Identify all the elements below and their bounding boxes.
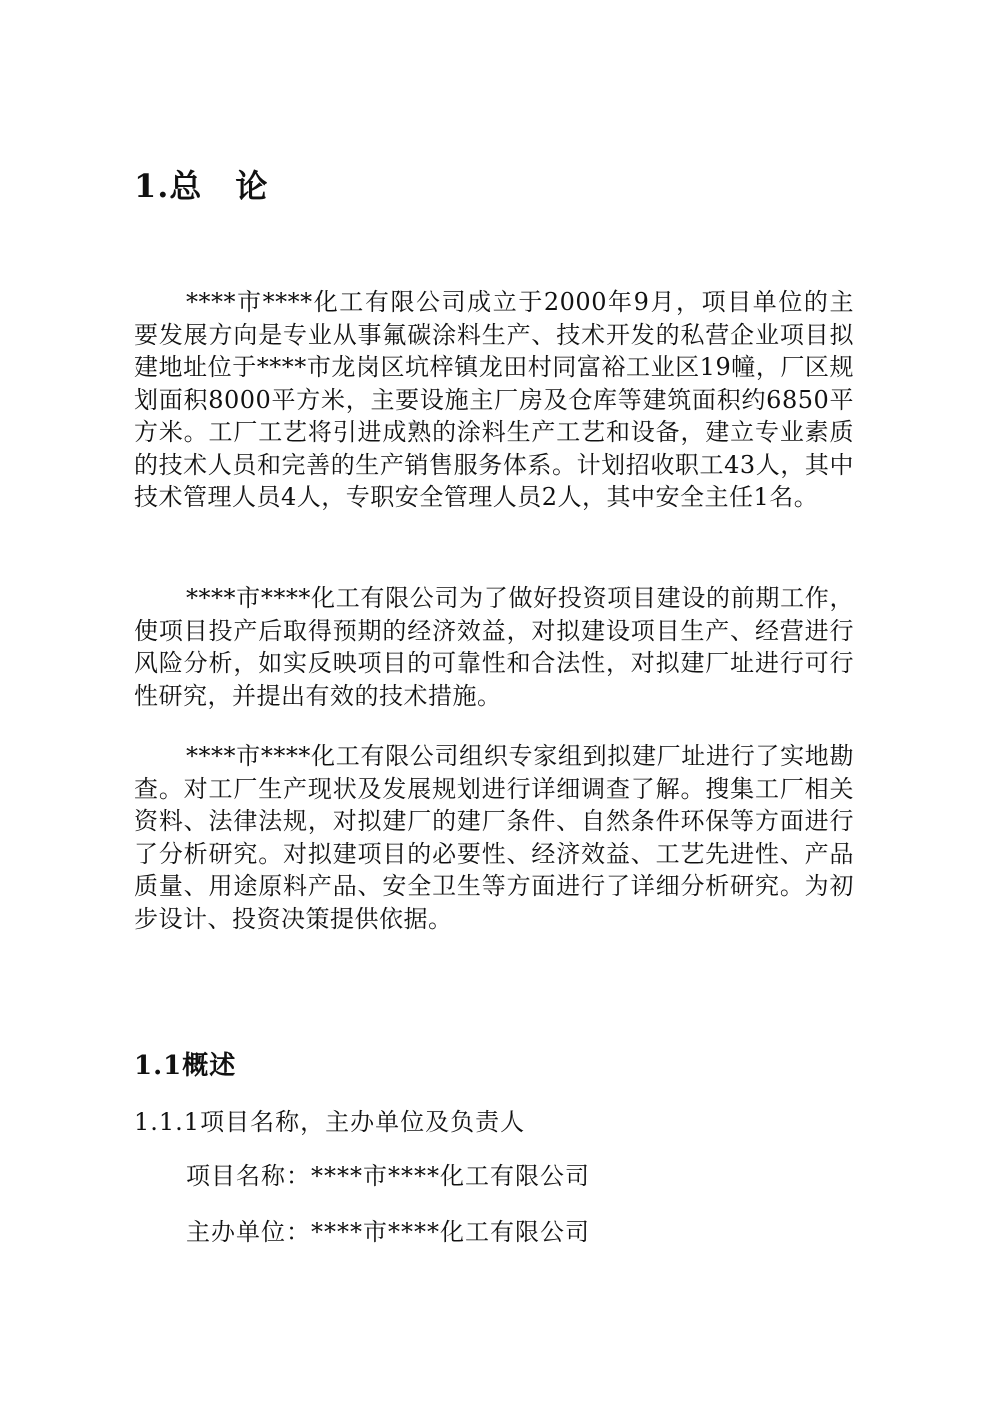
paragraph-feasibility-purpose: ****市****化工有限公司为了做好投资项目建设的前期工作，使项目投产后取得预期的经济效益，对拟建设项目生产、经营进行风险分析，如实反映项目的可靠性和合法性，对拟建厂址进行可行性研究，并提出有效的技术措施。 bbox=[134, 584, 854, 710]
section-title: 1.1概述 bbox=[134, 1051, 237, 1081]
paragraph-site-survey: ****市****化工有限公司组织专家组到拟建厂址进行了实地勘查。对工厂生产现状及发展规划进行详细调查了解。搜集工厂相关资料、法律法规，对拟建厂的建厂条件、自然条件环保等方面进行了分析研究。对拟建项目的必要性、经济效益、工艺先进性、产品质量、用途原料产品、安全卫生等方面进行了详细分析研究。为初步设计、投资决策提供依据。 bbox=[134, 742, 854, 933]
host-unit-line: 主办单位：****市****化工有限公司 bbox=[186, 1218, 590, 1246]
project-name-line: 项目名称：****市****化工有限公司 bbox=[186, 1162, 590, 1190]
subsection-title: 1.1.1项目名称，主办单位及负责人 bbox=[134, 1108, 526, 1136]
paragraph-company-overview: ****市****化工有限公司成立于2000年9月，项目单位的主要发展方向是专业从事氟碳涂料生产、技术开发的私营企业项目拟建地址位于****市龙岗区坑梓镇龙田村同富裕工业区19幢，厂区规划面积8000平方米，主要设施主厂房及仓库等建筑面积约6850平方米。工厂工艺将引进成熟的涂料生产工艺和设备，建立专业素质的技术人员和完善的生产销售服务体系。计划招收职工43人，其中技术管理人员4人，专职安全管理人员2人，其中安全主任1名。 bbox=[134, 288, 854, 511]
chapter-title: 1.总 论 bbox=[134, 167, 269, 205]
